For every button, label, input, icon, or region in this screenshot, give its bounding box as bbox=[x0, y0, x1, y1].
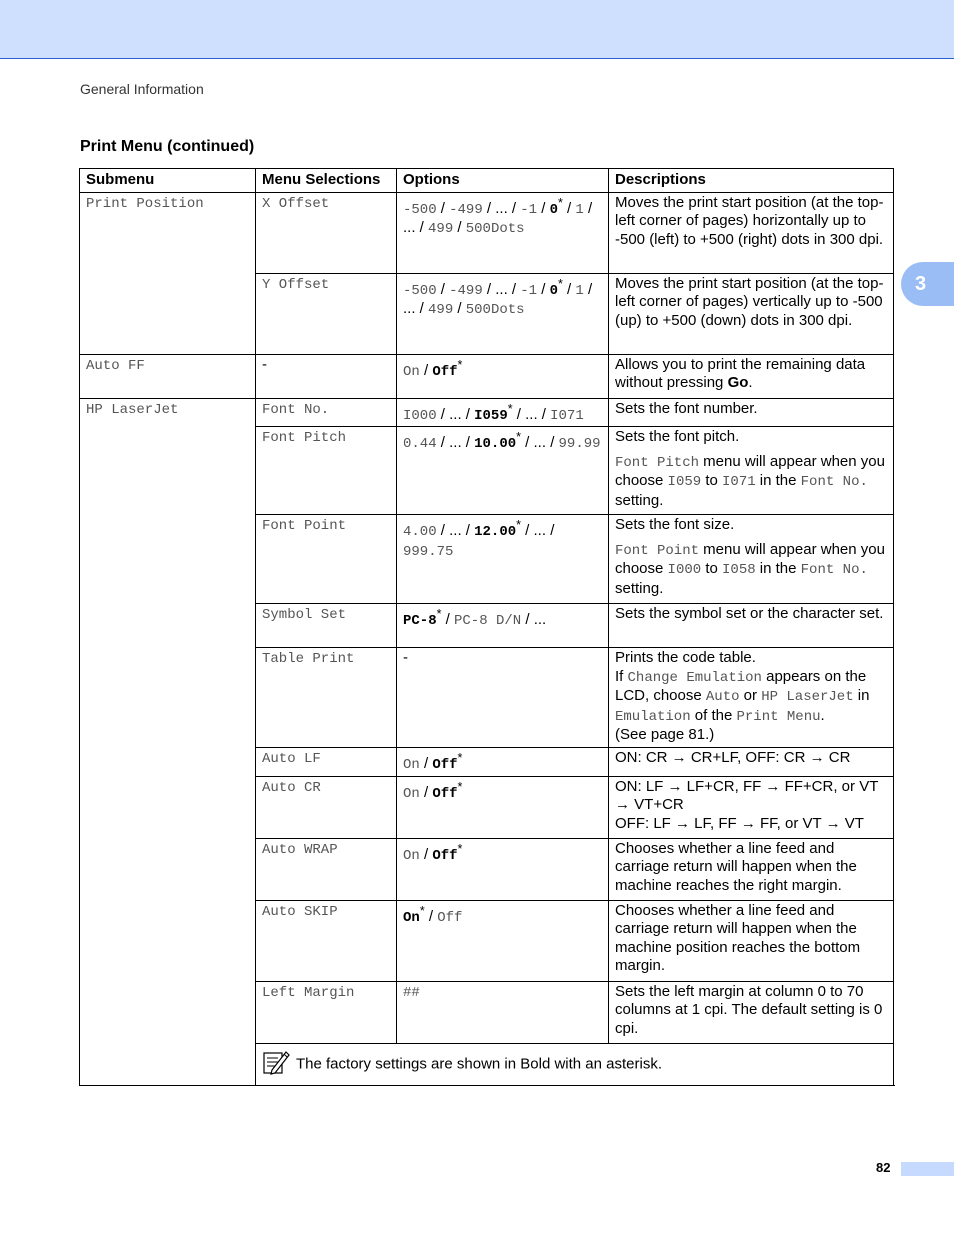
description-cell bbox=[609, 515, 894, 604]
selection-left-margin: Left Margin bbox=[262, 984, 355, 1001]
selection-auto-cr: Auto CR bbox=[262, 779, 321, 796]
desc-code: Change Emulation bbox=[627, 669, 762, 686]
desc-code: I059 bbox=[667, 474, 702, 490]
asterisk: * bbox=[419, 903, 425, 918]
options-cell bbox=[397, 838, 609, 900]
selection-cell bbox=[256, 748, 397, 777]
section-title: Print Menu (continued) bbox=[80, 138, 255, 155]
opt: 1 bbox=[575, 282, 584, 299]
desc-line: Sets the font size. bbox=[615, 516, 735, 533]
desc-code: Font No. bbox=[800, 474, 868, 490]
sep: / ... / bbox=[512, 405, 551, 423]
opt: On bbox=[403, 757, 420, 773]
sep: / ... / bbox=[521, 522, 555, 539]
sep: / ... / bbox=[436, 522, 475, 539]
sep: / ... / bbox=[436, 405, 475, 423]
desc-code: Font Pitch bbox=[615, 454, 700, 471]
desc-code: I000 bbox=[667, 562, 702, 578]
desc-text: menu will appear when you choose bbox=[615, 540, 885, 577]
asterisk: * bbox=[516, 430, 522, 444]
options-cell: - bbox=[397, 648, 609, 748]
sep: / ... / bbox=[482, 199, 521, 217]
note-text: The factory settings are shown in Bold with an asterisk. bbox=[296, 1055, 663, 1073]
note-pencil-icon bbox=[262, 1049, 290, 1081]
table-row bbox=[80, 398, 894, 427]
selection-font-no: Font No. bbox=[262, 401, 330, 418]
selection-y-offset: Y Offset bbox=[262, 276, 330, 293]
opt: -1 bbox=[520, 282, 538, 299]
sep: / bbox=[424, 907, 438, 925]
selection-cell bbox=[256, 398, 397, 427]
selection-font-point: Font Point bbox=[262, 518, 347, 534]
desc-line: (See page 81.) bbox=[615, 726, 715, 743]
options-cell bbox=[397, 354, 609, 398]
asterisk: * bbox=[457, 357, 463, 372]
selection-table-print: Table Print bbox=[262, 651, 355, 667]
opt: 99.99 bbox=[558, 436, 601, 452]
desc-line: Prints the code table. bbox=[615, 649, 756, 666]
sep: / ... / bbox=[403, 280, 593, 317]
header-menu-selections: Menu Selections bbox=[256, 169, 397, 193]
note-cell bbox=[256, 1043, 894, 1086]
sep: / bbox=[537, 199, 550, 217]
table-row bbox=[80, 354, 894, 398]
selection-cell bbox=[256, 192, 397, 273]
sep: / ... / bbox=[521, 434, 559, 451]
sep: / bbox=[436, 280, 450, 298]
opt: 500Dots bbox=[465, 221, 525, 237]
sep: / bbox=[537, 280, 550, 298]
header-options: Options bbox=[397, 169, 609, 193]
opt: On bbox=[403, 363, 420, 380]
opt: 500Dots bbox=[465, 302, 525, 318]
sep: / bbox=[419, 755, 433, 772]
opt: 1 bbox=[575, 201, 584, 218]
opt: -500 bbox=[403, 282, 437, 299]
page-number-bar bbox=[901, 1162, 954, 1176]
selection-cell bbox=[256, 981, 397, 1043]
asterisk: * bbox=[436, 607, 442, 621]
opt: On bbox=[403, 847, 420, 864]
asterisk: * bbox=[507, 401, 513, 416]
chapter-tab bbox=[901, 262, 954, 306]
opt: Off bbox=[437, 909, 463, 926]
desc-code: I058 bbox=[722, 562, 756, 578]
description-cell bbox=[609, 354, 894, 398]
asterisk: * bbox=[557, 195, 563, 210]
selection-cell bbox=[256, 838, 397, 900]
desc-go: Go bbox=[727, 374, 749, 391]
desc-code: Emulation bbox=[615, 708, 691, 725]
description-cell: ON: CR → CR+LF, OFF: CR → CR bbox=[609, 748, 894, 777]
selection-auto-wrap: Auto WRAP bbox=[262, 841, 338, 858]
desc-code: I071 bbox=[722, 474, 756, 490]
opt-default: I059 bbox=[474, 407, 508, 424]
desc-text: of the bbox=[690, 706, 737, 724]
description-cell: Sets the symbol set or the character set. bbox=[609, 604, 894, 648]
desc-code: HP LaserJet bbox=[761, 689, 854, 705]
selection-cell bbox=[256, 515, 397, 604]
description-cell: Moves the print start position (at the top-left corner of pages) vertically up to -500 (up) to +500 (down) dots in 300 dpi. bbox=[609, 273, 894, 354]
selection-cell bbox=[256, 273, 397, 354]
submenu-cell bbox=[80, 192, 256, 354]
desc-text: menu will appear when you choose bbox=[615, 452, 885, 489]
selection-auto-lf: Auto LF bbox=[262, 751, 321, 767]
opt: 499 bbox=[428, 221, 454, 237]
opt: -500 bbox=[403, 201, 437, 218]
sep: / bbox=[441, 611, 454, 628]
submenu-cell bbox=[80, 398, 256, 1086]
desc-code: Print Menu bbox=[736, 708, 821, 725]
header-band bbox=[0, 0, 954, 59]
desc-text: setting. bbox=[615, 491, 664, 509]
selection-symbol-set: Symbol Set bbox=[262, 607, 347, 623]
desc-text: . bbox=[820, 706, 825, 724]
sep: / ... / bbox=[482, 280, 521, 298]
sep: / bbox=[419, 783, 433, 801]
header-submenu: Submenu bbox=[80, 169, 256, 193]
description-cell: Moves the print start position (at the top-left corner of pages) horizontally up to -500 (left) to +500 (right) dots in 300 dpi. bbox=[609, 192, 894, 273]
opt: I000 bbox=[403, 407, 437, 424]
description-cell bbox=[609, 648, 894, 748]
asterisk: * bbox=[457, 841, 463, 856]
options-cell bbox=[397, 398, 609, 427]
desc-code: Auto bbox=[705, 689, 740, 705]
selection-cell bbox=[256, 776, 397, 838]
sep: / bbox=[419, 845, 433, 863]
description-cell: Sets the font number. bbox=[609, 398, 894, 427]
submenu-auto-ff: Auto FF bbox=[86, 357, 145, 374]
opt: ## bbox=[403, 984, 420, 1001]
asterisk: * bbox=[557, 276, 563, 291]
header-descriptions: Descriptions bbox=[609, 169, 894, 193]
submenu-print-position: Print Position bbox=[86, 195, 204, 212]
opt: 999.75 bbox=[403, 543, 454, 560]
page-number: 82 bbox=[876, 1160, 891, 1175]
desc-line: OFF: LF → LF, FF → FF, or VT → VT bbox=[615, 814, 864, 832]
opt-default: 0 bbox=[549, 201, 558, 218]
asterisk: * bbox=[516, 518, 522, 532]
chapter-number: 3 bbox=[915, 272, 927, 295]
selection-cell: - bbox=[256, 354, 397, 398]
desc-code: Font Point bbox=[615, 542, 700, 559]
selection-cell bbox=[256, 604, 397, 648]
options-cell bbox=[397, 515, 609, 604]
desc-text: to bbox=[701, 560, 723, 577]
opt: 4.00 bbox=[403, 524, 437, 540]
options-cell bbox=[397, 981, 609, 1043]
opt-default: 0 bbox=[549, 282, 558, 299]
options-cell bbox=[397, 900, 609, 981]
description-cell bbox=[609, 776, 894, 838]
opt-default: Off bbox=[432, 785, 458, 802]
sep: / bbox=[436, 199, 450, 217]
options-cell bbox=[397, 273, 609, 354]
opt-default: Off bbox=[432, 847, 458, 864]
selection-cell bbox=[256, 648, 397, 748]
print-menu-table bbox=[79, 168, 894, 1086]
opt-default: 12.00 bbox=[474, 524, 517, 540]
sep: / bbox=[453, 219, 466, 236]
table-row bbox=[80, 192, 894, 273]
table-header-row bbox=[80, 169, 894, 193]
sep: / bbox=[562, 280, 576, 298]
opt: -499 bbox=[449, 282, 483, 299]
asterisk: * bbox=[457, 751, 463, 765]
desc-text: to bbox=[701, 472, 723, 489]
selection-x-offset: X Offset bbox=[262, 195, 330, 212]
opt: 0.44 bbox=[403, 436, 437, 452]
options-cell bbox=[397, 604, 609, 648]
submenu-cell bbox=[80, 354, 256, 398]
desc-text: or bbox=[739, 687, 762, 704]
desc-text: appears on the LCD, choose bbox=[615, 667, 867, 704]
opt: On bbox=[403, 785, 420, 802]
options-cell bbox=[397, 748, 609, 777]
opt: -499 bbox=[449, 201, 483, 218]
desc-text: setting. bbox=[615, 579, 664, 597]
selection-auto-skip: Auto SKIP bbox=[262, 903, 338, 920]
desc-text: in the bbox=[755, 560, 801, 577]
submenu-hp-laserjet: HP LaserJet bbox=[86, 401, 179, 418]
opt: I071 bbox=[550, 407, 584, 424]
opt: PC-8 D/N bbox=[454, 613, 522, 629]
running-header: General Information bbox=[80, 81, 204, 97]
options-cell bbox=[397, 776, 609, 838]
opt-default: Off bbox=[432, 363, 458, 380]
asterisk: * bbox=[457, 779, 463, 794]
sep: / bbox=[453, 300, 466, 317]
description-cell: Chooses whether a line feed and carriage return will happen when the machine reaches the right margin. bbox=[609, 838, 894, 900]
selection-cell bbox=[256, 900, 397, 981]
sep: / bbox=[562, 199, 576, 217]
sep: / ... / bbox=[436, 434, 475, 451]
options-cell bbox=[397, 427, 609, 515]
opt: -1 bbox=[520, 201, 538, 218]
desc-text: in the bbox=[755, 472, 801, 489]
description-cell bbox=[609, 427, 894, 515]
desc-text: Allows you to print the remaining data without pressing bbox=[615, 355, 866, 391]
description-cell: Sets the left margin at column 0 to 70 columns at 1 cpi. The default setting is 0 cpi. bbox=[609, 981, 894, 1043]
opt-default: On bbox=[403, 909, 420, 926]
sep: / ... bbox=[521, 611, 547, 628]
description-cell: Chooses whether a line feed and carriage return will happen when the machine position reaches the bottom margin. bbox=[609, 900, 894, 981]
opt-default: 10.00 bbox=[474, 436, 517, 452]
selection-cell bbox=[256, 427, 397, 515]
sep: / bbox=[419, 361, 433, 379]
desc-text: If bbox=[615, 667, 628, 685]
desc-text: in bbox=[853, 687, 870, 704]
desc-line: ON: LF → LF+CR, FF → FF+CR, or VT → VT+CR bbox=[615, 777, 879, 813]
sep: / ... / bbox=[403, 199, 593, 236]
opt-default: Off bbox=[432, 757, 458, 773]
opt-default: PC-8 bbox=[403, 613, 437, 629]
desc-line: Sets the font pitch. bbox=[615, 428, 740, 445]
desc-text: . bbox=[748, 374, 753, 391]
desc-code: Font No. bbox=[800, 562, 868, 578]
options-cell bbox=[397, 192, 609, 273]
selection-font-pitch: Font Pitch bbox=[262, 430, 347, 446]
opt: 499 bbox=[428, 302, 454, 318]
